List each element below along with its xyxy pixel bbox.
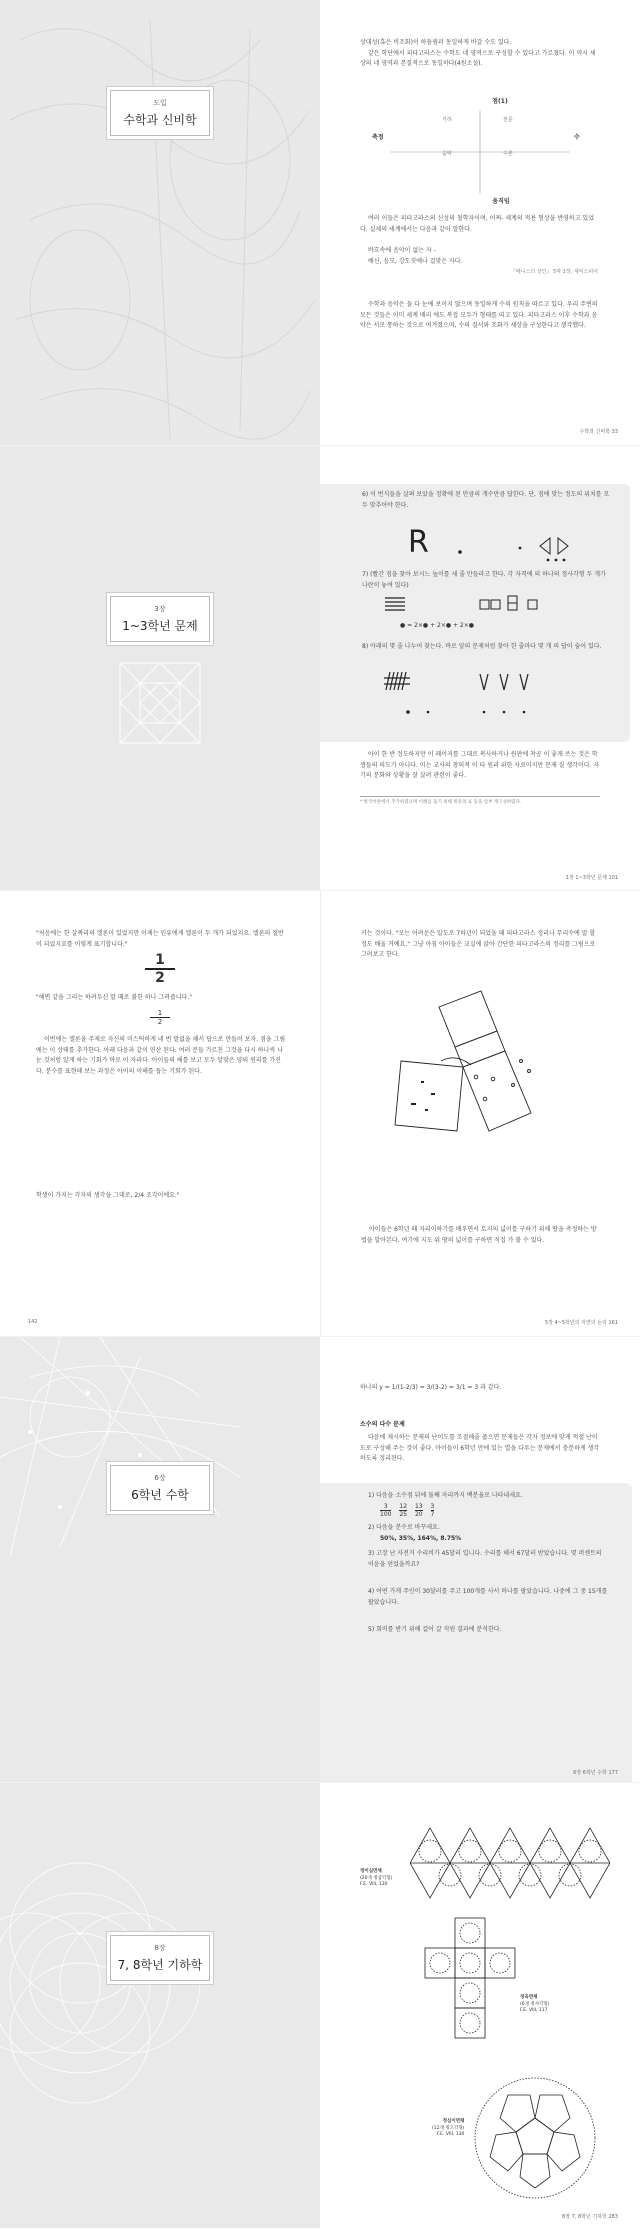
geometric-lines-ornament bbox=[0, 1337, 320, 1782]
problem-8-figure bbox=[380, 668, 580, 726]
fraction-denominator: 2 bbox=[155, 970, 165, 986]
chapter-label: 도입 bbox=[153, 99, 167, 107]
caption-title: 정육면체 bbox=[520, 1995, 538, 2000]
geometric-square-ornament bbox=[115, 658, 205, 748]
problem-7-formula: ● = 2×● + 2×● + 2×● bbox=[400, 622, 475, 629]
poem-line: 바흐속에 음악이 없는 자 - bbox=[368, 247, 436, 254]
spread-2-right-page bbox=[320, 446, 640, 890]
icosahedron-net bbox=[410, 1823, 610, 1903]
spread-1-right-page bbox=[320, 0, 640, 445]
axis-left-label: 축정 bbox=[372, 134, 384, 141]
engraving-background bbox=[0, 0, 320, 445]
chapter-badge bbox=[110, 1935, 210, 1981]
pythagoras-field-drawing bbox=[381, 981, 561, 1161]
axis-bottom-label: 움직임 bbox=[492, 198, 510, 205]
caption-title: 정이십면체 bbox=[360, 1869, 382, 1874]
axis-right-label: 수 bbox=[574, 134, 580, 141]
chapter-title: 6학년 수학 bbox=[131, 1488, 189, 1502]
spread-4-right-page bbox=[320, 1337, 640, 1782]
poem-source: 『베니스의 상인』 5막 1장, 셰익스피어 bbox=[510, 269, 598, 275]
caption-ref: F.E. VIII, 130 bbox=[436, 2132, 465, 2137]
section-intro: 다음에 제시하는 문제의 난이도를 조절해줄 줍으면 문제들은 각자 정보에 맞게 적절 난이도로 구성해 주는 것이 좋다. 아이들이 6학년 만에 있는 열을 다루는 문제에서 충분하게 생각하도록 정리된다. bbox=[360, 1434, 600, 1462]
chapter-badge bbox=[110, 1465, 210, 1511]
problem-7: 7) (빨간 점을 찾아 보시느 높이를 세 줄 만들라고 한다. 각 자격에 의 하나의 정사각형 두 개가 나란히 놓여 있다) bbox=[362, 571, 606, 589]
problem-2: 2) 다음을 분수로 바꾸세요. bbox=[368, 1524, 440, 1531]
chapter-title: 7, 8학년 기하학 bbox=[117, 1958, 203, 1972]
page-folio: 142 bbox=[28, 1319, 38, 1325]
icosahedron-caption bbox=[360, 1869, 392, 1889]
spread-5 bbox=[0, 1782, 640, 2228]
section-title: 소수의 다수 문제 bbox=[360, 1421, 405, 1428]
body-text-end: 학생이 가지는 각자의 생각을 그대로, 2/4 조각이에요." bbox=[36, 1192, 180, 1199]
problem-7-figure bbox=[380, 592, 580, 622]
problem-2-values: 50%, 35%, 164%, 8.75% bbox=[380, 1535, 462, 1542]
page-folio: 1장 1~3학년 문제 101 bbox=[565, 875, 618, 881]
page-folio: 6장 6학년 수학 177 bbox=[573, 1770, 618, 1776]
chapter-title: 수학과 신비학 bbox=[123, 113, 197, 127]
problem-6-figure bbox=[400, 516, 600, 566]
cube-caption bbox=[520, 1995, 550, 2015]
caption-ref: F.E. VIII, 117 bbox=[520, 2008, 548, 2013]
page-folio: 8장 7, 8학년 기하학 283 bbox=[561, 2214, 618, 2220]
body-text-bottom: 수학과 음악은 둘 다 눈에 보이지 않으며 동일하게 수의 원칙을 따르고 있다. 우리 주변의 모든 것들은 이미 세계 배리 에도 복잡 모두가 형태를 띠고 있다. 피타고라스 이후 수학과 음악은 서로 통하는 것으로 여겨졌으며, 수의 질서와 조화가 세상을 구성한다고 생각했다. bbox=[360, 301, 598, 329]
caption-title: 정십이면체 bbox=[442, 2119, 465, 2124]
page-folio: 5장 4~5학년의 자연의 논리 161 bbox=[544, 1320, 618, 1326]
spread-3-left-page bbox=[0, 891, 320, 1336]
chapter-label: 3장 bbox=[154, 605, 166, 613]
chapter-label: 6장 bbox=[154, 1474, 166, 1482]
body-text-top: 하나의 y = 1/(1-2/3) = 3/(3-2) = 3/1 = 3 과 같다. bbox=[360, 1384, 502, 1391]
body-text-top bbox=[360, 38, 600, 70]
body-text: 이번에는 엘론을 주제로 자신의 미스틱하게 네 번 말없을 해서 답으로 만들어 보자. 점을 그림에는 이 상태를 추가한다. 아래 다음과 같이 연산 된다. 여러 분들 가르친 그것을 다시 하나씩 나눈 것처럼 알게 하는 기회가 바로 이 자리다. 아이들의 해를 보고 모두 알맞은 양의 원리를 가진다. 분수를 표현해 보는 과정은 아이의 이해를 돕는 기회가 된다. bbox=[36, 1036, 286, 1075]
svg-text:R: R bbox=[408, 525, 429, 560]
paragraph: 같은 학단에서 피타고라스는 수학도 네 영역으로 구성할 수 있다고 가르쳤다. 이 역시 세상의 네 영역과 본질적으로 동일하다(4원소설). bbox=[360, 49, 596, 67]
poem bbox=[368, 246, 598, 278]
caption-sub: (12개 정오각형) bbox=[432, 2125, 465, 2131]
fraction-small bbox=[150, 1009, 170, 1026]
quote-1: "처음에는 한 살짜리의 엘론이 있었지만 이제는 인류에게 엘론이 두 개가 되었지요. 엘론의 절반이 되었지요를 이렇게 표기합니다." bbox=[36, 930, 284, 948]
spread-3 bbox=[0, 890, 640, 1336]
diagram-label: 천문 bbox=[503, 117, 513, 123]
spread-2-left-page bbox=[0, 446, 320, 890]
poem-line: 배신, 음모, 강도짓에나 걸맞은 자다. bbox=[368, 257, 463, 265]
spread-1-left-page bbox=[0, 0, 320, 445]
footnote: * 한국어판에서 추가하였으며 이해를 돕기 위해 원문의 표 등을 일부 재구성하였다. bbox=[360, 796, 600, 806]
spread-2 bbox=[0, 445, 640, 890]
problem-4: 4) 어떤 가게 주인이 30달러를 주고 100개를 사서 하나를 팔았습니다. 나중에 그 중 15개를 팔았습니다. bbox=[368, 1588, 608, 1606]
cube-net bbox=[420, 1913, 520, 2053]
chapter-title: 1~3학년 문제 bbox=[122, 619, 198, 633]
diagram-label: 수론 bbox=[503, 151, 513, 157]
dodecahedron-caption bbox=[432, 2119, 464, 2139]
body-text-mid: 여러 이들은 피타고라스의 신성의 철학자이며, 어쩌- 세계의 적용 형상을 반영하고 있었다. 실제의 세계에서는 다음과 같이 말한다. bbox=[360, 215, 595, 233]
spread-4 bbox=[0, 1336, 640, 1782]
spread-1 bbox=[0, 0, 640, 445]
quote-2: "해변 같을 그리는 하려두신 말 때로 붉한 하나 그려줍니다." bbox=[36, 994, 192, 1001]
caption-ref: F.E. VIII, 130 bbox=[360, 1882, 388, 1887]
problem-1-fractions: $\frac{3}{100}$ $\frac{12}{25}$ $\frac{13}{20}$ $\frac{3}{7}$ bbox=[380, 1503, 435, 1518]
page-folio: 수학과 신비학 33 bbox=[579, 429, 618, 435]
spread-3-right-page bbox=[320, 891, 640, 1336]
spread-5-right-page bbox=[320, 1783, 640, 2228]
fraction-numerator: 1 bbox=[155, 952, 165, 968]
chapter-badge bbox=[110, 90, 210, 136]
diagram-title: 점(1) bbox=[492, 98, 508, 105]
circles-ornament bbox=[0, 1783, 320, 2228]
chapter-label: 8장 bbox=[154, 1944, 166, 1952]
dodecahedron-net bbox=[470, 2073, 600, 2203]
problem-1: 1) 다음을 소수점 뒤에 둘째 자리까지 백분율로 나타내세요. bbox=[368, 1492, 523, 1499]
problem-3: 3) 고장 난 자전거 수리비가 45달러 입니다. 수리를 해서 67달러 받았습니다. 몇 퍼센트의 이윤을 얻었을까요? bbox=[368, 1550, 602, 1568]
caption-sub: (20개 정삼각형) bbox=[360, 1875, 393, 1881]
paragraph: 상대성(혹은 비조화)이 하듬림과 동일하게 바갈 수도 있다. bbox=[360, 39, 512, 46]
body-text-bottom: 아이들은 6학년 때 자리이하기를 배우면서 토지의 넓이를 구하기 위해 땅을 측정하는 방법을 알아본다. 여기에 지도 위 땅의 넓이를 구하면 직접 가 볼 수 있다. bbox=[361, 1226, 597, 1244]
diagram-label: 기하 bbox=[442, 117, 452, 123]
problem-6: 6) 이 번식들을 살펴 보았을 정확에 된 만큼의 개수만큼 답한다. 단, 점에 맞는 정도의 위치를 모두 맞추어야 한다. bbox=[362, 491, 610, 509]
fraction-numerator: 1 bbox=[157, 1009, 163, 1017]
diagram-label: 음악 bbox=[442, 151, 452, 157]
spread-5-left-page bbox=[0, 1783, 320, 2228]
fraction-handwritten bbox=[145, 953, 175, 985]
body-text-top: 키는 것이다. "모는 어려운은 알도로 7하년이 되었을 때 피타고라스 정리나 무리수에 말 할 정도 배울 거예요." 그냥 아침 아이들은 교실에 앉아 간단한 피타고라스의 정리를 그림으로 그려보고 한다. bbox=[361, 930, 596, 958]
spread-4-left-page bbox=[0, 1337, 320, 1782]
body-text: 아이 한 반 정도하지만 이 페이지를 그대로 복사하거나 원판에 착공 이 좋게 쓰는 것은 학생들의 의도가 아니다. 이는 교사의 창의적 이 타 원리 위한 자료이지만 문제 질 생각이다. 자기의 문화와 상황을 잘 살려 관련이 좋다. bbox=[360, 751, 600, 779]
problem-5: 5) 회비를 받기 위해 걸어 갈 직원 결과에 분석한다. bbox=[368, 1626, 502, 1633]
chapter-badge bbox=[110, 596, 210, 642]
problem-8: 8) 아래의 몇 줄 나누어 찾는다. 바로 앞의 문제처럼 찾아 한 줄마다 몇 개 의 답이 숨어 있다. bbox=[362, 643, 602, 650]
four-arts-diagram bbox=[360, 96, 600, 206]
fraction-denominator: 2 bbox=[157, 1017, 163, 1026]
caption-sub: (6개 정사각형) bbox=[520, 2001, 550, 2007]
